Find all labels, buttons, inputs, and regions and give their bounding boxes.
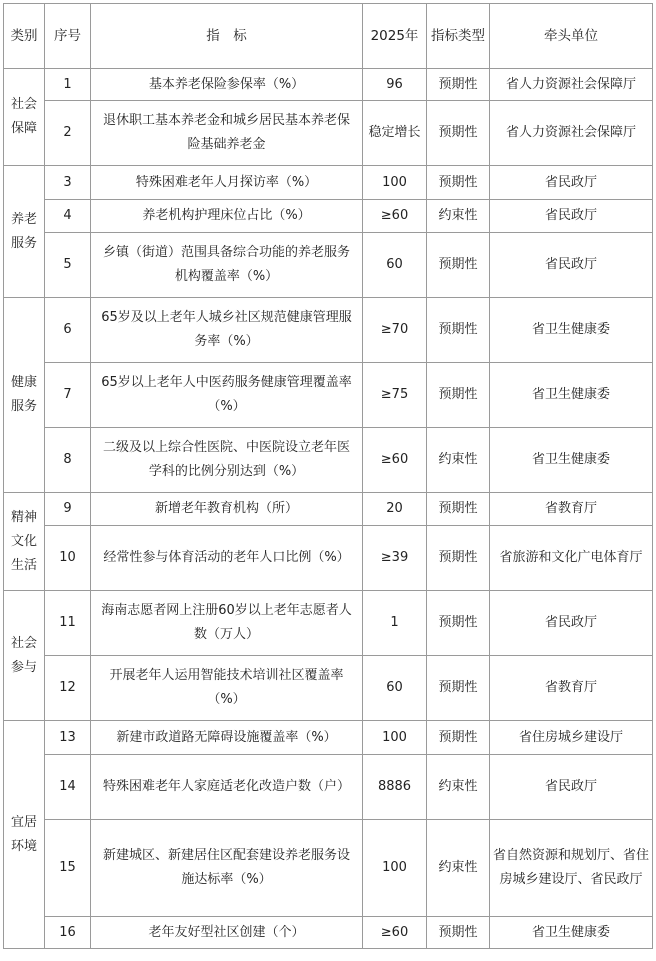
row-indicator: 基本养老保险参保率（%） <box>91 69 363 101</box>
row-target: ≥60 <box>363 200 427 233</box>
table-row <box>4 917 653 949</box>
row-target: 100 <box>363 721 427 755</box>
header-unit: 牵头单位 <box>490 4 653 69</box>
row-indicator: 新建市政道路无障碍设施覆盖率（%） <box>91 721 363 755</box>
row-unit: 省民政厅 <box>490 166 653 200</box>
row-number: 8 <box>45 428 91 493</box>
row-unit: 省旅游和文化广电体育厅 <box>490 526 653 591</box>
row-number: 5 <box>45 233 91 298</box>
row-unit: 省卫生健康委 <box>490 298 653 363</box>
row-type: 约束性 <box>427 820 490 917</box>
header-number: 序号 <box>45 4 91 69</box>
table-row <box>4 363 653 428</box>
row-indicator: 65岁及以上老年人城乡社区规范健康管理服务率（%） <box>91 298 363 363</box>
table-row <box>4 755 653 820</box>
row-target: 1 <box>363 591 427 656</box>
row-unit: 省自然资源和规划厅、省住房城乡建设厅、省民政厅 <box>490 820 653 917</box>
table-header-row <box>4 4 653 69</box>
row-type: 预期性 <box>427 721 490 755</box>
row-target: 100 <box>363 820 427 917</box>
row-target: 稳定增长 <box>363 101 427 166</box>
row-unit: 省民政厅 <box>490 233 653 298</box>
row-number: 11 <box>45 591 91 656</box>
row-target: 20 <box>363 493 427 526</box>
row-number: 15 <box>45 820 91 917</box>
row-target: 8886 <box>363 755 427 820</box>
row-indicator: 乡镇（街道）范围具备综合功能的养老服务机构覆盖率（%） <box>91 233 363 298</box>
row-unit: 省人力资源社会保障厅 <box>490 101 653 166</box>
row-unit: 省卫生健康委 <box>490 428 653 493</box>
category-cell: 社会参与 <box>4 591 45 721</box>
row-target: 96 <box>363 69 427 101</box>
row-target: 100 <box>363 166 427 200</box>
table-row <box>4 298 653 363</box>
row-target: ≥39 <box>363 526 427 591</box>
header-type: 指标类型 <box>427 4 490 69</box>
table-row <box>4 526 653 591</box>
category-cell: 健康服务 <box>4 298 45 493</box>
row-indicator: 新建城区、新建居住区配套建设养老服务设施达标率（%） <box>91 820 363 917</box>
row-type: 约束性 <box>427 428 490 493</box>
row-number: 6 <box>45 298 91 363</box>
row-number: 2 <box>45 101 91 166</box>
row-indicator: 经常性参与体育活动的老年人口比例（%） <box>91 526 363 591</box>
row-number: 4 <box>45 200 91 233</box>
table-row <box>4 428 653 493</box>
row-number: 14 <box>45 755 91 820</box>
table-row <box>4 69 653 101</box>
row-number: 12 <box>45 656 91 721</box>
table-row <box>4 820 653 917</box>
row-number: 13 <box>45 721 91 755</box>
row-type: 预期性 <box>427 166 490 200</box>
row-type: 约束性 <box>427 200 490 233</box>
header-indicator: 指 标 <box>91 4 363 69</box>
row-type: 预期性 <box>427 69 490 101</box>
row-indicator: 海南志愿者网上注册60岁以上老年志愿者人数（万人） <box>91 591 363 656</box>
row-unit: 省卫生健康委 <box>490 363 653 428</box>
row-target: ≥70 <box>363 298 427 363</box>
category-cell: 养老服务 <box>4 166 45 298</box>
row-unit: 省教育厅 <box>490 656 653 721</box>
indicator-table <box>3 3 653 949</box>
row-type: 预期性 <box>427 101 490 166</box>
row-type: 约束性 <box>427 755 490 820</box>
row-indicator: 65岁以上老年人中医药服务健康管理覆盖率（%） <box>91 363 363 428</box>
row-indicator: 养老机构护理床位占比（%） <box>91 200 363 233</box>
row-indicator: 特殊困难老年人月探访率（%） <box>91 166 363 200</box>
row-target: 60 <box>363 656 427 721</box>
row-type: 预期性 <box>427 493 490 526</box>
row-target: ≥60 <box>363 428 427 493</box>
row-type: 预期性 <box>427 298 490 363</box>
row-target: ≥60 <box>363 917 427 949</box>
table-row <box>4 200 653 233</box>
row-type: 预期性 <box>427 526 490 591</box>
row-indicator: 开展老年人运用智能技术培训社区覆盖率（%） <box>91 656 363 721</box>
row-indicator: 二级及以上综合性医院、中医院设立老年医学科的比例分别达到（%） <box>91 428 363 493</box>
row-target: ≥75 <box>363 363 427 428</box>
category-cell: 社会保障 <box>4 69 45 166</box>
table-row <box>4 656 653 721</box>
row-type: 预期性 <box>427 363 490 428</box>
row-indicator: 老年友好型社区创建（个） <box>91 917 363 949</box>
row-indicator: 特殊困难老年人家庭适老化改造户数（户） <box>91 755 363 820</box>
row-number: 16 <box>45 917 91 949</box>
row-unit: 省民政厅 <box>490 755 653 820</box>
row-number: 1 <box>45 69 91 101</box>
row-unit: 省住房城乡建设厅 <box>490 721 653 755</box>
row-unit: 省民政厅 <box>490 200 653 233</box>
row-unit: 省卫生健康委 <box>490 917 653 949</box>
row-number: 10 <box>45 526 91 591</box>
header-year: 2025年 <box>363 4 427 69</box>
row-indicator: 新增老年教育机构（所） <box>91 493 363 526</box>
row-indicator: 退休职工基本养老金和城乡居民基本养老保险基础养老金 <box>91 101 363 166</box>
row-target: 60 <box>363 233 427 298</box>
header-category: 类别 <box>4 4 45 69</box>
row-unit: 省人力资源社会保障厅 <box>490 69 653 101</box>
category-cell: 宜居环境 <box>4 721 45 949</box>
table-row <box>4 721 653 755</box>
table-row <box>4 591 653 656</box>
table-row <box>4 233 653 298</box>
row-number: 7 <box>45 363 91 428</box>
category-cell: 精神文化生活 <box>4 493 45 591</box>
row-number: 3 <box>45 166 91 200</box>
row-type: 预期性 <box>427 233 490 298</box>
table-row <box>4 493 653 526</box>
table-row <box>4 166 653 200</box>
row-type: 预期性 <box>427 656 490 721</box>
row-type: 预期性 <box>427 591 490 656</box>
row-unit: 省民政厅 <box>490 591 653 656</box>
table-row <box>4 101 653 166</box>
row-type: 预期性 <box>427 917 490 949</box>
row-unit: 省教育厅 <box>490 493 653 526</box>
row-number: 9 <box>45 493 91 526</box>
